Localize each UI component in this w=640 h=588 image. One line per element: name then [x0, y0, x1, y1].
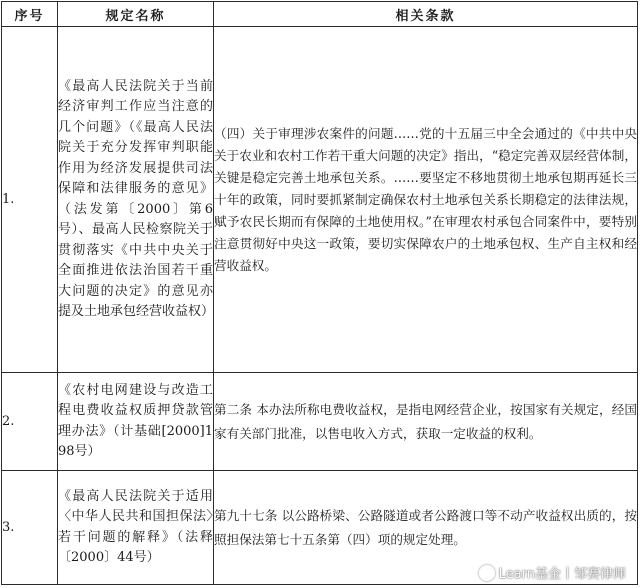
- row-clause-text: 第九十七条 以公路桥梁、公路隧道或者公路渡口等不动产收益权出质的，按照担保法第七十五条第（四）项的规定处理。: [214, 471, 638, 585]
- row-regulation-name: 《农村电网建设与改造工程电费收益权质押贷款管理办法》（计基础[2000]198号）: [58, 373, 214, 471]
- row-regulation-name: 《最高人民法院关于当前经济审判工作应当注意的几个问题》（《最高人民法院关于充分发挥审判职能作用为经济发展提供司法保障和法律服务的意见》（法发第〔2000〕第6号）、最高人民检察院关于贯彻落实《中共中央关于全面推进依法治国若干重大问题的决定》的意见亦提及土地承包经营收益权）: [58, 27, 214, 373]
- row-clause-text: （四）关于审理涉农案件的问题……党的十五届三中全会通过的《中共中央关于农业和农村工作若干重大问题的决定》指出，“稳定完善双层经营体制，关键是稳定完善土地承包关系。……要坚定不移地贯彻土地承包期再延长三十年的政策，同时要抓紧制定确保农村土地承包关系长期稳定的法律法规，赋予农民长期而有保障的土地使用权。”在审理农村承包合同案件中，要特别注意贯彻好中央这一政策，要切实保障农户的土地承包权、生产自主权和经营收益权。: [214, 27, 638, 373]
- weibo-logo-icon: [479, 565, 495, 581]
- watermark: [479, 563, 626, 582]
- table-header-row: [2, 2, 638, 27]
- table-row: [2, 373, 638, 471]
- row-seq: 3.: [2, 471, 58, 585]
- table-row: [2, 27, 638, 373]
- row-seq: 2.: [2, 373, 58, 471]
- regulations-table: [1, 1, 638, 585]
- watermark-text: Learn基金丨邹赛律师: [498, 567, 626, 582]
- row-clause-text: 第二条 本办法所称电费收益权，是指电网经营企业，按国家有关规定，经国家有关部门批准，以售电收入方式，获取一定收益的权利。: [214, 373, 638, 471]
- header-seq: 序号: [2, 2, 58, 27]
- header-name: 规定名称: [58, 2, 214, 27]
- row-seq: 1.: [2, 27, 58, 373]
- header-clause: 相关条款: [214, 2, 638, 27]
- row-regulation-name: 《最高人民法院关于适用〈中华人民共和国担保法〉若干问题的解释》（法释〔2000〕44号）: [58, 471, 214, 585]
